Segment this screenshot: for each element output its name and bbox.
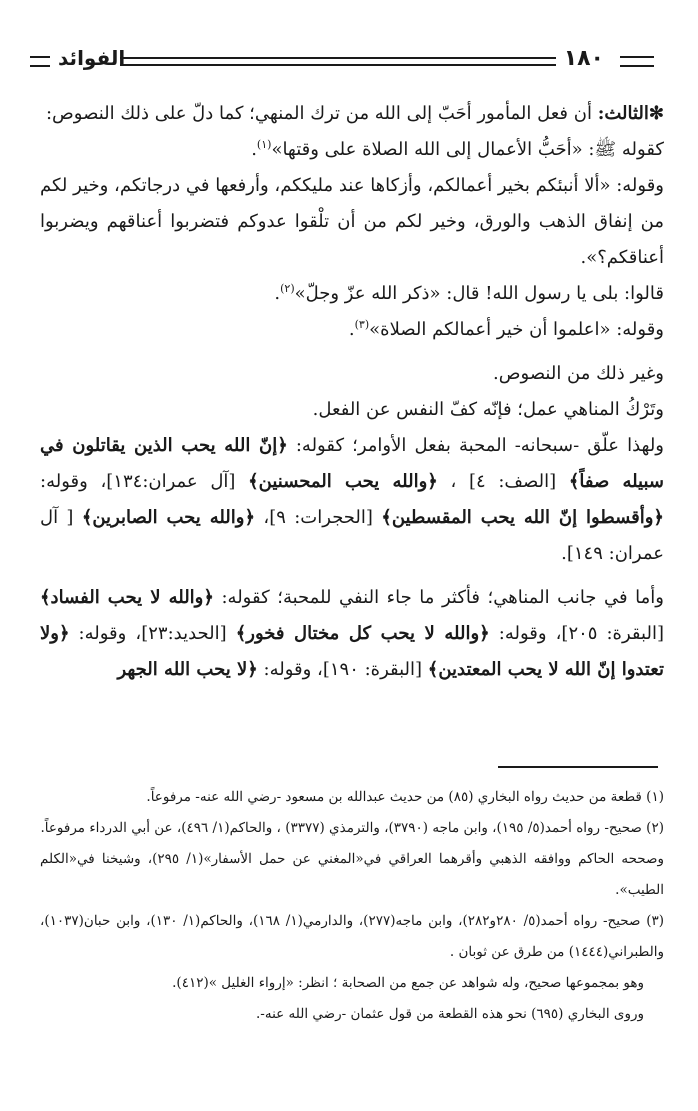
footnote-ref-2: (٢): [280, 282, 295, 295]
paragraph-love-commands: [40, 428, 664, 572]
footnote-3: (٣) صحيح- رواه أحمد(٥/ ٢٨٠و٢٨٢)، وابن ماجه(٢٧٧)، والدارمي(١/ ١٦٨)، والحاكم(١/ ١٣٠)، وابن حبان(١٠٣٧)، والطبراني(١٤٤٤) من طرق عن ثوبان .: [40, 913, 665, 960]
paragraph-hadith-3: [40, 312, 664, 348]
paragraph-love-negation: [40, 580, 664, 688]
page-number: ١٨٠: [563, 46, 604, 71]
running-header: [30, 44, 668, 76]
quran-verse: ﴿والله لا يحب كل مختال فخور﴾: [235, 623, 490, 644]
footnote-3-note: وروى البخاري (٦٩٥) نحو هذه القطعة من قول عثمان -رضي الله عنه-.: [255, 1006, 644, 1022]
footnote-3-continued: وهو بمجموعها صحيح، وله شواهد عن جمع من الصحابة ؛ انظر: «إرواء الغليل »(٤١٢).: [172, 975, 644, 991]
verse-citation: [آل عمران:١٣٤]، وقوله:: [40, 471, 249, 492]
hadith-text: وقوله: «اعلموا أن خير أعمالكم الصلاة»: [369, 319, 664, 340]
paragraph-other-texts: [40, 356, 664, 392]
quran-verse: ﴿وأقسطوا إنّ الله يحب المقسطين﴾: [381, 507, 664, 528]
verse-citation: [البقرة: ١٩٠]، وقوله:: [257, 659, 428, 680]
footnote-ref-1: (١): [256, 138, 272, 151]
footnote-separator: [498, 766, 658, 768]
paragraph-hadith-2: [40, 168, 664, 276]
verse-citation: [الصف: ٤] ،: [437, 471, 569, 492]
footnote-ref-3: (٣): [354, 318, 370, 331]
paragraph-hadith-1: [40, 132, 664, 168]
paragraph-third-point: [40, 96, 664, 132]
main-text: [40, 96, 664, 688]
punctuation: .: [274, 283, 281, 304]
quran-verse: ﴿لا يحب الله الجهر: [117, 659, 258, 680]
quran-verse: ﴿ولا تعتدوا إنّ الله لا يحب المعتدين﴾: [40, 623, 664, 680]
hadith-text: وقوله: «ألا أنبئكم بخير أعمالكم، وأزكاها عند مليككم، وأرفعها في درجاتكم، وخير لكم من إنفاق الذهب والورق، وخير لكم من أن تلْقوا عدوكم فتضربوا أعناقهم ويضربوا أعناقكم؟».: [40, 175, 664, 268]
star-bullet-icon: ✻: [648, 103, 664, 124]
footnotes: [40, 782, 664, 1030]
punctuation: .: [251, 139, 257, 160]
punctuation: .: [348, 319, 355, 340]
paragraph-hadith-2-answer: [40, 276, 664, 312]
paragraph-leaving-prohibitions: [40, 392, 664, 428]
quran-verse: ﴿والله يحب المحسنين﴾: [248, 471, 438, 492]
verse-citation: [الحجرات: ٩]،: [255, 507, 382, 528]
paragraph-text: وغير ذلك من النصوص.: [493, 363, 664, 384]
paragraph-text: وتَرْكُ المناهي عمل؛ فإنّه كفّ النفس عن الفعل.: [312, 399, 664, 420]
paragraph-text: ولهذا علّق -سبحانه- المحبة بفعل الأوامر؛ كقوله:: [287, 435, 664, 456]
header-ornament-right: [620, 56, 654, 67]
verse-citation: [ آل عمران: ١٤٩].: [40, 507, 664, 564]
header-rule: [120, 57, 556, 66]
quran-verse: ﴿إنّ الله يحب الذين يقاتلون في سبيله صفاً﴾: [40, 435, 664, 492]
footnote-2: (٢) صحيح- رواه أحمد(٥/ ١٩٥)، وابن ماجه (٣٧٩٠)، والترمذي (٣٣٧٧) ، والحاكم(١/ ٤٩٦)، عن أبي الدرداء مرفوعاً.: [40, 820, 664, 836]
hadith-text: قالوا: بلى يا رسول الله! قال: «ذكر الله عزّ وجلّ»: [294, 283, 664, 304]
footnote-1: (١) قطعة من حديث رواه البخاري (٨٥) من حديث عبدالله بن مسعود -رضي الله عنه- مرفوعاً.: [146, 789, 664, 805]
book-title: الفوائد: [58, 46, 126, 70]
section-lead: الثالث:: [597, 103, 649, 124]
header-ornament-left: [30, 56, 50, 67]
paragraph-text: وأما في جانب المناهي؛ فأكثر ما جاء النفي للمحبة؛ كقوله:: [213, 587, 664, 608]
hadith-text: كقوله ﷺ: «أحَبُّ الأعمال إلى الله الصلاة على وقتها»: [271, 139, 664, 160]
verse-citation: [البقرة: ٢٠٥]، وقوله:: [489, 623, 664, 644]
verse-citation: [الحديد:٢٣]، وقوله:: [69, 623, 236, 644]
quran-verse: ﴿والله يحب الصابرين﴾: [81, 507, 256, 528]
footnote-2-continued: وصححه الحاكم ووافقه الذهبي وأقرهما العراقي في«المغني عن حمل الأسفار»(١/ ٢٩٥)، وشيخنا في«الكلم الطيب».: [40, 851, 665, 898]
quran-verse: ﴿والله لا يحب الفساد﴾: [40, 587, 214, 608]
paragraph-text: أن فعل المأمور أحَبّ إلى الله من ترك المنهي؛ كما دلّ على ذلك النصوص:: [45, 103, 592, 124]
